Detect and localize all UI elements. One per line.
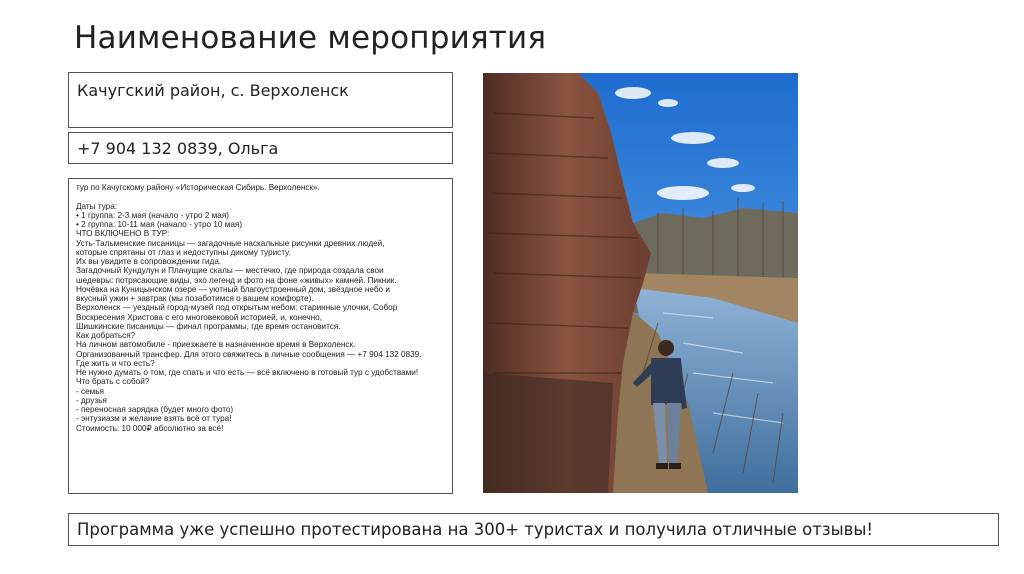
description-line: Шишкинские писаницы — финал программы, где время остановится.: [76, 321, 341, 331]
slide-title: Наименование мероприятия: [74, 20, 547, 56]
footer-box: [68, 513, 999, 546]
description-line: Даты тура:: [76, 201, 118, 211]
contact-text: +7 904 132 0839, Ольга: [77, 139, 279, 158]
description-text: [76, 183, 446, 433]
description-line: - энтузиазм и желание взять всё от тура!: [76, 414, 232, 424]
description-line: Что брать с собой?: [76, 377, 150, 387]
description-line: - переносная зарядка (будет много фото): [76, 405, 234, 414]
location-box: [68, 72, 453, 128]
description-line: Как добраться?: [76, 331, 136, 340]
description-line: шедевры: потрясающие виды, эхо легенд и фото на фоне «живых» камней. Пикник.: [76, 275, 397, 285]
description-line: Верхоленск — уездный город-музей под открытым небом: старинные улочки, Собор: [76, 303, 398, 313]
description-line: Усть-Тальменские писаницы — загадочные наскальные рисунки древних людей,: [76, 238, 385, 248]
contact-box: [68, 132, 453, 164]
description-line: Где жить и что есть?: [76, 358, 155, 368]
footer-text: Программа уже успешно протестирована на 300+ туристах и получила отличные отзывы!: [77, 520, 874, 539]
description-line: Не нужно думать о том, где спать и что есть — всё включено в готовый тур с удобствами!: [76, 368, 419, 377]
description-line: Ночёвка на Куницынском озере — уютный благоустроенный дом, звёздное небо и: [76, 284, 390, 294]
description-line: Загадочный Кундулун и Плачущие скалы — местечко, где природа создала свои: [76, 266, 384, 276]
location-text: Качугский район, с. Верхоленск: [77, 81, 349, 100]
description-box: [68, 178, 453, 494]
description-line: На личном автомобиле - приезжаете в назначенное время в Верхоленск.: [76, 340, 356, 350]
description-line: Их вы увидите в сопровождении гида.: [76, 257, 222, 266]
description-line: вкусный ужин + завтрак (мы позаботимся о вашем комфорте).: [76, 294, 314, 303]
description-line: Стоимость: 10 000₽ абсолютно за всё!: [76, 423, 224, 433]
description-line: которые спрятаны от глаз и недоступны дикому туристу.: [76, 247, 291, 257]
description-line: [76, 192, 446, 201]
description-line: • 2 группа: 10-11 мая (начало - утро 10 мая): [76, 220, 243, 229]
description-line: - семья: [76, 386, 104, 396]
description-line: ЧТО ВКЛЮЧЕНО В ТУР:: [76, 229, 170, 239]
tour-photo: [483, 73, 798, 493]
description-line: тур по Качугскому району «Историческая Сибирь. Верхоленск».: [76, 183, 320, 192]
description-line: Воскресения Христова с его многовековой историей, и, конечно,: [76, 312, 322, 322]
description-line: Организованный трансфер. Для этого свяжитесь в личные сообщения — +7 904 132 0839.: [76, 349, 422, 359]
description-line: • 1 группа: 2-3 мая (начало - утро 2 мая): [76, 210, 230, 220]
description-line: - друзья: [76, 395, 107, 405]
